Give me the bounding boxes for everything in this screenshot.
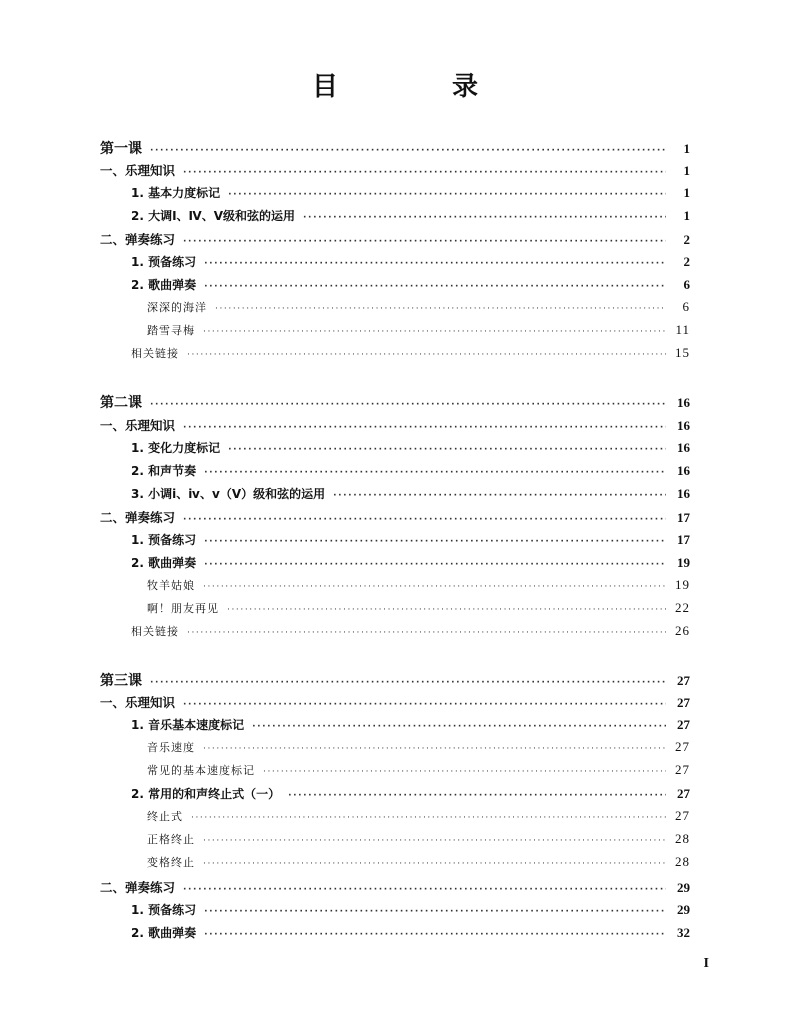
dot-leader — [204, 560, 666, 570]
entry-label: 相关链接 — [131, 625, 179, 638]
entry-label: 二、弹奏练习 — [100, 232, 176, 247]
toc-entry-song[interactable] — [147, 299, 690, 315]
dot-leader — [191, 813, 666, 823]
entry-page: 16 — [677, 463, 690, 478]
dot-leader — [203, 582, 666, 592]
toc-entry-topic[interactable] — [147, 762, 690, 778]
entry-page: 16 — [677, 486, 690, 501]
dot-leader — [187, 628, 666, 638]
entry-label: 2. 歌曲弹奏 — [131, 556, 197, 570]
entry-page: 17 — [677, 510, 690, 525]
entry-label: 第三课 — [100, 673, 142, 689]
dot-leader — [183, 515, 666, 525]
toc-entry-section[interactable] — [100, 878, 690, 896]
dot-leader — [215, 304, 666, 314]
dot-leader — [150, 146, 666, 156]
entry-label: 二、弹奏练习 — [100, 880, 176, 895]
entry-label: 1. 预备练习 — [131, 903, 197, 917]
entry-label: 啊！朋友再见 — [147, 602, 219, 615]
entry-label: 一、乐理知识 — [100, 163, 176, 178]
toc-entry-topic[interactable] — [147, 854, 690, 870]
entry-label: 二、弹奏练习 — [100, 510, 176, 525]
toc-entry-song[interactable] — [147, 577, 690, 593]
entry-label: 第一课 — [100, 141, 142, 157]
entry-page: 32 — [677, 925, 690, 940]
dot-leader — [204, 537, 666, 547]
entry-label: 相关链接 — [131, 347, 179, 360]
dot-leader — [263, 767, 666, 777]
entry-label: 1. 变化力度标记 — [131, 441, 221, 455]
entry-label: 深深的海洋 — [147, 301, 207, 314]
toc-entry-subsection[interactable] — [131, 439, 690, 456]
toc-entry-song[interactable] — [147, 600, 690, 616]
dot-leader — [204, 282, 666, 292]
entry-page: 26 — [675, 623, 690, 638]
entry-label: 1. 预备练习 — [131, 533, 197, 547]
toc-entry-topic[interactable] — [147, 831, 690, 847]
toc-entry-section[interactable] — [100, 416, 690, 434]
dot-leader — [204, 907, 666, 917]
dot-leader — [333, 491, 666, 501]
entry-page: 2 — [683, 254, 690, 269]
dot-leader — [303, 213, 666, 223]
toc-entry-subsection[interactable] — [131, 184, 690, 201]
entry-page: 27 — [677, 786, 690, 801]
toc-entry-subsection[interactable] — [131, 531, 690, 548]
dot-leader — [203, 327, 666, 337]
entry-label: 1. 基本力度标记 — [131, 186, 221, 200]
entry-page: 22 — [675, 600, 690, 615]
entry-page: 19 — [675, 577, 690, 592]
toc-entry-subsection[interactable] — [131, 554, 690, 571]
toc-entry-section[interactable] — [100, 693, 690, 711]
page-title: 目 录 — [311, 72, 522, 102]
entry-label: 音乐速度 — [147, 741, 195, 754]
entry-page: 6 — [682, 299, 690, 314]
dot-leader — [252, 722, 666, 732]
entry-label: 1. 预备练习 — [131, 255, 197, 269]
toc-entry-topic[interactable] — [147, 808, 690, 824]
toc-entry-lesson[interactable] — [100, 138, 690, 158]
toc-entry-subsection[interactable] — [131, 462, 690, 479]
toc-entry-subsection[interactable] — [131, 924, 690, 941]
toc-entry-topic[interactable] — [147, 739, 690, 755]
toc-entry-links[interactable] — [131, 623, 690, 639]
toc-entry-section[interactable] — [100, 161, 690, 179]
dot-leader — [228, 190, 666, 200]
dot-leader — [228, 445, 666, 455]
entry-page: 16 — [677, 395, 690, 410]
entry-page: 15 — [675, 345, 690, 360]
dot-leader — [203, 744, 666, 754]
entry-page: 27 — [677, 673, 690, 688]
entry-label: 变格终止 — [147, 856, 195, 869]
entry-label: 2. 歌曲弹奏 — [131, 278, 197, 292]
entry-label: 1. 音乐基本速度标记 — [131, 718, 245, 732]
entry-page: 17 — [677, 532, 690, 547]
entry-page: 29 — [677, 902, 690, 917]
dot-leader — [203, 859, 666, 869]
entry-label: 常见的基本速度标记 — [147, 764, 255, 777]
dot-leader — [183, 885, 666, 895]
entry-page: 1 — [683, 141, 690, 156]
entry-page: 27 — [675, 808, 690, 823]
entry-label: 2. 歌曲弹奏 — [131, 926, 197, 940]
page-number: I — [703, 956, 709, 971]
toc-entry-section[interactable] — [100, 508, 690, 526]
dot-leader — [183, 237, 666, 247]
toc-entry-subsection[interactable] — [131, 716, 690, 733]
toc-entry-subsection[interactable] — [131, 485, 690, 502]
entry-label: 终止式 — [147, 810, 183, 823]
entry-label: 3. 小调ⅰ、ⅳ、ⅴ（Ⅴ）级和弦的运用 — [131, 487, 326, 501]
entry-label: 牧羊姑娘 — [147, 579, 195, 592]
entry-label: 一、乐理知识 — [100, 695, 176, 710]
entry-label: 踏雪寻梅 — [147, 324, 195, 337]
dot-leader — [288, 791, 666, 801]
dot-leader — [183, 423, 666, 433]
dot-leader — [187, 350, 666, 360]
dot-leader — [204, 468, 666, 478]
entry-page: 27 — [677, 717, 690, 732]
toc-entry-subsection[interactable] — [131, 901, 690, 918]
entry-page: 16 — [677, 418, 690, 433]
entry-page: 2 — [683, 232, 690, 247]
entry-page: 27 — [675, 739, 690, 754]
entry-label: 一、乐理知识 — [100, 418, 176, 433]
entry-label: 第二课 — [100, 395, 142, 411]
toc-entry-links[interactable] — [131, 345, 690, 361]
dot-leader — [150, 678, 666, 688]
entry-page: 1 — [683, 163, 690, 178]
toc-entry-lesson[interactable] — [100, 670, 690, 690]
entry-page: 11 — [675, 322, 690, 337]
entry-label: 2. 大调Ⅰ、Ⅳ、Ⅴ级和弦的运用 — [131, 209, 296, 223]
entry-page: 28 — [675, 854, 690, 869]
entry-page: 29 — [677, 880, 690, 895]
entry-page: 27 — [677, 695, 690, 710]
toc-entry-subsection[interactable] — [131, 785, 690, 802]
dot-leader — [150, 400, 666, 410]
entry-label: 2. 常用的和声终止式（一） — [131, 787, 281, 801]
dot-leader — [183, 168, 666, 178]
dot-leader — [227, 605, 666, 615]
entry-page: 6 — [683, 277, 690, 292]
toc-entry-lesson[interactable] — [100, 392, 690, 412]
toc-entry-subsection[interactable] — [131, 253, 690, 270]
entry-page: 19 — [677, 555, 690, 570]
entry-label: 正格终止 — [147, 833, 195, 846]
toc-entry-subsection[interactable] — [131, 276, 690, 293]
entry-page: 16 — [677, 440, 690, 455]
entry-label: 2. 和声节奏 — [131, 464, 197, 478]
toc-entry-song[interactable] — [147, 322, 690, 338]
entry-page: 28 — [675, 831, 690, 846]
dot-leader — [183, 700, 666, 710]
dot-leader — [204, 259, 666, 269]
entry-page: 1 — [683, 208, 690, 223]
entry-page: 27 — [675, 762, 690, 777]
toc-entry-section[interactable] — [100, 230, 690, 248]
dot-leader — [204, 930, 666, 940]
entry-page: 1 — [683, 185, 690, 200]
dot-leader — [203, 836, 666, 846]
toc-entry-subsection[interactable] — [131, 207, 690, 224]
